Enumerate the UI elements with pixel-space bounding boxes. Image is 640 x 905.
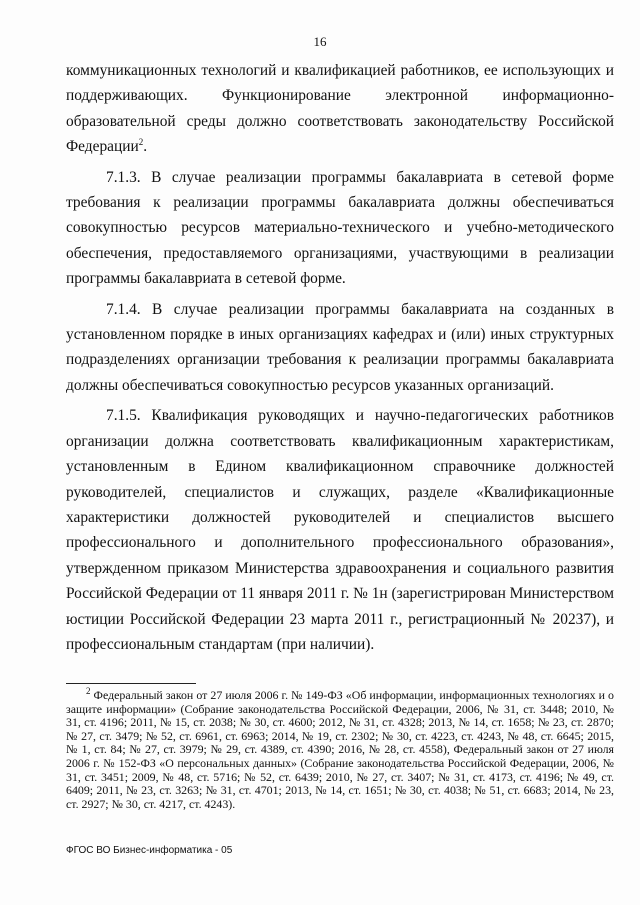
paragraph-7-1-3: 7.1.3. В случае реализации программы бакалавриата в сетевой форме требования к реализации программы бакалавриата должны обеспечиваться совокупностью ресурсов материально-технического и учебно-методического обеспечения, предоставляемого организациями, участвующими в реализации программы бакалавриата в сетевой форме.	[66, 168, 614, 288]
footnote	[66, 686, 614, 811]
paragraph-text: коммуникационных технологий и квалификацией работников, ее использующих и поддерживающих. Функционирование электронной информационно-образовательной среды должно соответствовать законодательству Российской Федерации	[66, 62, 614, 156]
footnote-text: Федеральный закон от 27 июля 2006 г. № 149-ФЗ «Об информации, информационных технологиях и о защите информации» (Собрание законодательства Российской Федерации, 2006, № 31, ст. 3448; 2010, № 31, ст. 4196; 2011, № 15, ст. 2038; № 30, ст. 4600; 2012, № 31, ст. 4328; 2013, № 14, ст. 1658; № 23, ст. 2870; № 27, ст. 3479; № 52, ст. 6961, ст. 6963; 2014, № 19, ст. 2302; № 30, ст. 4223, ст. 4243, № 48, ст. 6645; 2015, № 1, ст. 84; № 27, ст. 3979; № 29, ст. 4389, ст. 4390; 2016, № 28, ст. 4558), Федеральный закон от 27 июля 2006 г. № 152-ФЗ «О персональных данных» (Собрание законодательства Российской Федерации, 2006, № 31, ст. 3451; 2009, № 48, ст. 5716; № 52, ст. 6439; 2010, № 27, ст. 3407; № 31, ст. 4173, ст. 4196; № 49, ст. 6409; 2011, № 23, ст. 3263; № 31, ст. 4701; 2013, № 14, ст. 1651; № 30, ст. 4038; № 51, ст. 6683; 2014, № 23, ст. 2927; № 30, ст. 4217, ст. 4243).	[66, 688, 614, 811]
footnote-divider	[66, 683, 196, 684]
paragraph-7-1-4: 7.1.4. В случае реализации программы бакалавриата на созданных в установленном порядке в иных организациях кафедрах и (или) иных структурных подразделениях организации требования к реализации программы бакалавриата должны обеспечиваться совокупностью ресурсов указанных организаций.	[66, 300, 614, 394]
page-number: 16	[313, 34, 327, 49]
footnote-paragraph	[66, 686, 614, 811]
document-body	[66, 58, 614, 657]
footnote-marker: 2	[86, 686, 91, 697]
paragraph-7-1-5: 7.1.5. Квалификация руководящих и научно-педагогических работников организации должна соответствовать квалификационным характеристикам, установленным в Едином квалификационном справочнике должностей руководителей, специалистов и служащих, разделе «Квалификационные характеристики должностей руководителей и специалистов высшего профессионального и дополнительного профессионального образования», утвержденном приказом Министерства здравоохранения и социального развития Российской Федерации от 11 января 2011 г. № 1н (зарегистрирован Министерством юстиции Российской Федерации 23 марта 2011 г., регистрационный № 20237), и профессиональным стандартам (при наличии).	[66, 407, 614, 653]
paragraph-continued	[66, 58, 614, 160]
document-code: ФГОС ВО Бизнес-информатика - 05	[66, 845, 233, 856]
paragraph-end: .	[143, 138, 148, 156]
footnote-reference[interactable]: 2	[138, 137, 144, 148]
